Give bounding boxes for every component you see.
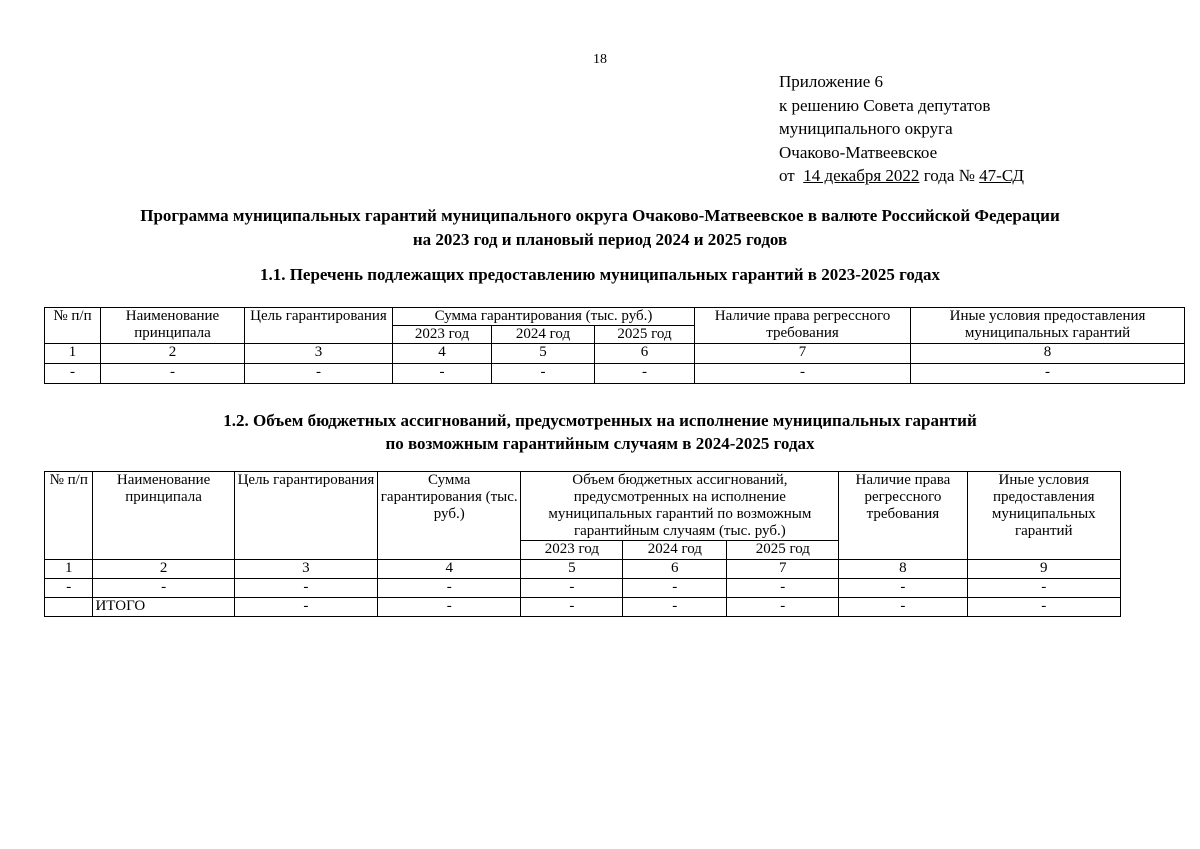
data-cell: - (595, 364, 695, 384)
guarantees-table (44, 307, 1185, 384)
section2-heading-line: 1.2. Объем бюджетных ассигнований, предусмотренных на исполнение муниципальных гарантий (223, 411, 977, 430)
header-volume: Объем бюджетных ассигнований, предусмотренных на исполнение муниципальных гарантий по возможным гарантийным случаям (тыс. руб.) (521, 472, 839, 541)
title-line: на 2023 год и плановый период 2024 и 2025 годов (412, 230, 788, 249)
header-purpose: Цель гарантирования (245, 308, 393, 344)
index-cell: 2 (93, 560, 234, 579)
index-cell: 1 (45, 560, 93, 579)
data-cell: - (101, 364, 245, 384)
section2-heading (40, 409, 1160, 455)
header-purpose: Цель гарантирования (234, 472, 377, 560)
header-year-2025: 2025 год (727, 541, 839, 560)
index-cell: 6 (595, 344, 695, 364)
header-principal: Наименование принципала (93, 472, 234, 560)
date-prefix: от (779, 166, 795, 185)
data-cell: - (492, 364, 595, 384)
index-cell: 9 (967, 560, 1120, 579)
table-row (45, 579, 1121, 598)
data-cell: - (245, 364, 393, 384)
index-cell: 8 (911, 344, 1185, 364)
data-cell: - (967, 579, 1120, 598)
index-cell: 4 (393, 344, 492, 364)
total-cell (45, 598, 93, 617)
total-cell: - (378, 598, 521, 617)
total-cell: - (967, 598, 1120, 617)
total-row (45, 598, 1121, 617)
index-cell: 8 (839, 560, 967, 579)
page-number: 18 (593, 52, 607, 67)
header-other: Иные условия предоставления муниципальных гарантий (911, 308, 1185, 344)
data-cell: - (911, 364, 1185, 384)
data-cell: - (695, 364, 911, 384)
decision-date: 14 декабря 2022 (803, 166, 920, 185)
total-cell: - (623, 598, 727, 617)
appropriations-table (44, 471, 1121, 617)
index-cell: 3 (234, 560, 377, 579)
header-num: № п/п (45, 308, 101, 344)
table-row (45, 364, 1185, 384)
data-cell: - (521, 579, 623, 598)
total-cell: - (521, 598, 623, 617)
total-cell: - (839, 598, 967, 617)
total-label: ИТОГО (93, 598, 234, 617)
index-cell: 3 (245, 344, 393, 364)
data-cell: - (727, 579, 839, 598)
appendix-line: к решению Совета депутатов (779, 95, 991, 115)
data-cell: - (623, 579, 727, 598)
section2-heading-line: по возможным гарантийным случаям в 2024-2025 годах (385, 434, 815, 453)
appendix-line: Очаково-Матвеевское (779, 142, 938, 162)
index-row (45, 560, 1121, 579)
index-cell: 6 (623, 560, 727, 579)
header-year-2025: 2025 год (595, 326, 695, 344)
header-other: Иные условия предоставления муниципальных гарантий (967, 472, 1120, 560)
title-line: Программа муниципальных гарантий муниципального округа Очаково-Матвеевское в валюте Российской Федерации (140, 206, 1060, 225)
data-cell: - (839, 579, 967, 598)
data-cell: - (45, 579, 93, 598)
data-cell: - (45, 364, 101, 384)
index-cell: 1 (45, 344, 101, 364)
appendix-line: муниципального округа (779, 119, 953, 138)
header-year-2023: 2023 год (393, 326, 492, 344)
data-cell: - (393, 364, 492, 384)
header-principal: Наименование принципала (101, 308, 245, 344)
header-year-2023: 2023 год (521, 541, 623, 560)
data-cell: - (378, 579, 521, 598)
header-year-2024: 2024 год (492, 326, 595, 344)
index-cell: 5 (521, 560, 623, 579)
appendix-line: Приложение 6 (779, 72, 883, 91)
data-cell: - (93, 579, 234, 598)
index-cell: 5 (492, 344, 595, 364)
header-regress: Наличие права регрессного требования (695, 308, 911, 344)
total-cell: - (727, 598, 839, 617)
total-cell: - (234, 598, 377, 617)
index-cell: 4 (378, 560, 521, 579)
header-sum: Сумма гарантирования (тыс. руб.) (393, 308, 695, 326)
header-sum: Сумма гарантирования (тыс. руб.) (378, 472, 521, 560)
index-cell: 2 (101, 344, 245, 364)
header-regress: Наличие права регрессного требования (839, 472, 967, 560)
appendix-date-line (779, 164, 1024, 188)
header-year-2024: 2024 год (623, 541, 727, 560)
header-num: № п/п (45, 472, 93, 560)
index-cell: 7 (727, 560, 839, 579)
appendix-block (779, 70, 1024, 188)
section1-heading: 1.1. Перечень подлежащих предоставлению муниципальных гарантий в 2023-2025 годах (259, 265, 941, 284)
data-cell: - (234, 579, 377, 598)
index-cell: 7 (695, 344, 911, 364)
document-title (40, 204, 1160, 252)
year-word: года № (923, 166, 975, 185)
decision-number: 47-СД (979, 166, 1024, 185)
index-row (45, 344, 1185, 364)
